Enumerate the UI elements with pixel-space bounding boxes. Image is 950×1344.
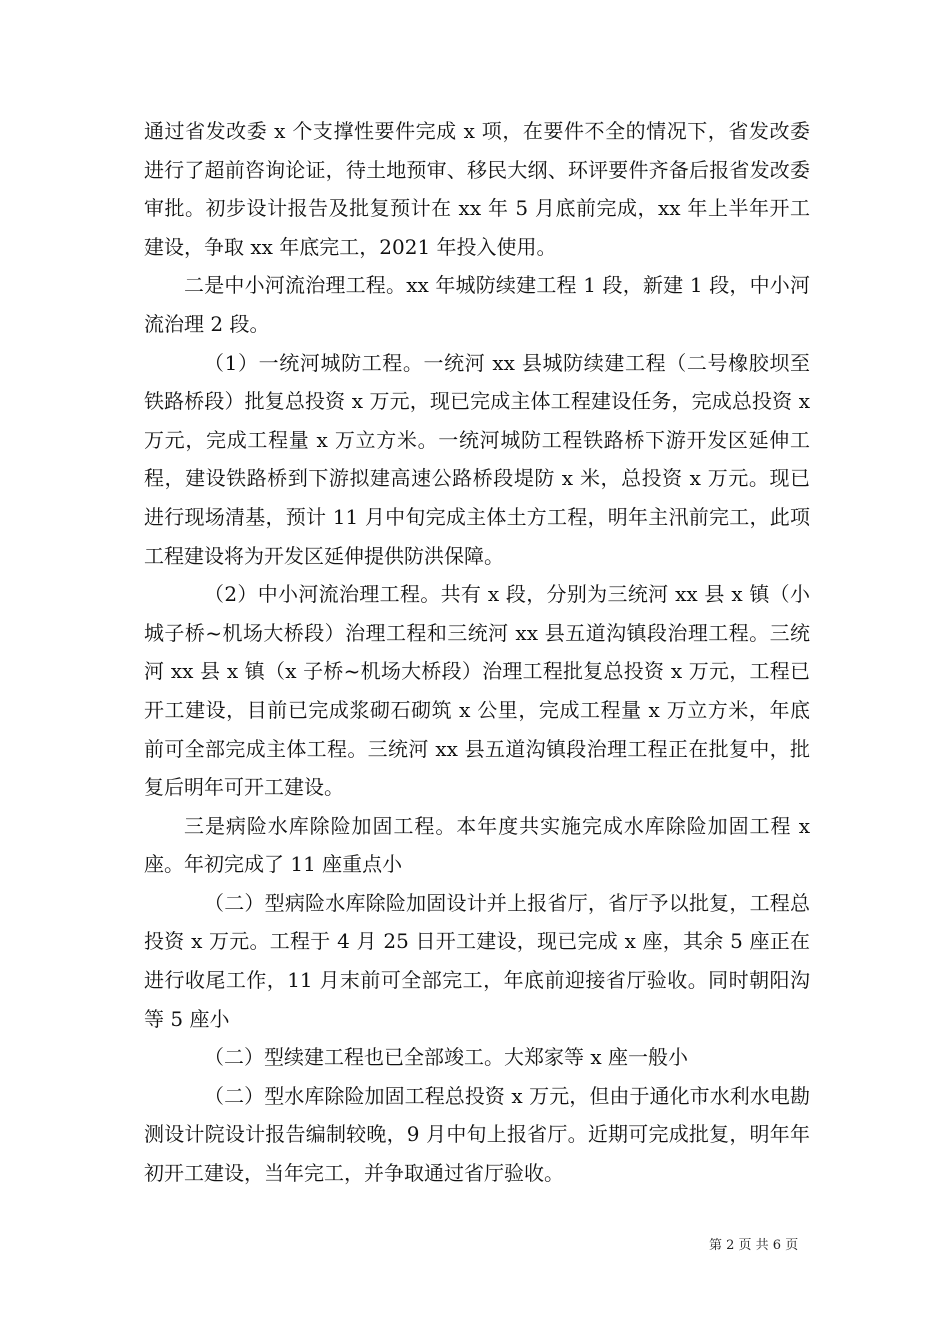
document-body — [144, 112, 810, 1193]
paragraph-river-governance-intro: 二是中小河流治理工程。xx 年城防续建工程 1 段，新建 1 段，中小河流治理 2 段。 — [144, 273, 810, 336]
paragraph-reservoir-reinforcement: 三是病险水库除险加固工程。本年度共实施完成水库除险加固工程 x 座。年初完成了 11 座重点小 — [144, 813, 810, 877]
paragraph-reservoir-design-approval: （二）型病险水库除险加固设计并上报省厅，省厅予以批复，工程总投资 x 万元。工程于 4 月 25 日开工建设，现已完成 x 座，其余 5 座正在进行收尾工作，11 月末前可全部完工，年底前迎接省厅验收。同时朝阳沟等 5 座小 — [144, 890, 810, 1031]
paragraph-reservoir-investment: （二）型水库除险加固工程总投资 x 万元，但由于通化市水利水电勘测设计院设计报告编制较晚，9 月中旬上报省厅。近期可完成批复，明年年初开工建设，当年完工，并争取通过省厅验收。 — [144, 1083, 810, 1186]
page-number: 第 2 页 共 6 页 — [709, 1238, 799, 1253]
paragraph-approval-status: 通过省发改委 x 个支撑性要件完成 x 项，在要件不全的情况下，省发改委进行了超前咨询论证，待土地预审、移民大纲、环评要件齐备后报省发改委审批。初步设计报告及批复预计在 xx 年 5 月底前完成，xx 年上半年开工建设，争取 xx 年底完工，2021 年投入使用。 — [144, 119, 810, 259]
paragraph-small-river-governance: （2）中小河流治理工程。共有 x 段，分别为三统河 xx 县 x 镇（小城子桥~机场大桥段）治理工程和三统河 xx 县五道沟镇段治理工程。三统河 xx 县 x 镇（x 子桥~机场大桥段）治理工程批复总投资 x 万元，工程已开工建设，目前已完成浆砌石砌筑 x 公里，完成工程量 x 万立方米，年底前可全部完成主体工程。三统河 xx 县五道沟镇段治理工程正在批复中，批复后明年可开工建设。 — [144, 582, 810, 800]
paragraph-yitong-river-flood-control: （1）一统河城防工程。一统河 xx 县城防续建工程（二号橡胶坝至铁路桥段）批复总投资 x 万元，现已完成主体工程建设任务，完成总投资 x 万元，完成工程量 x 万立方米。一统河城防工程铁路桥下游开发区延伸工程，建设铁路桥到下游拟建高速公路桥段堤防 x 米，总投资 x 万元。现已进行现场清基，预计 11 月中旬完成主体土方工程，明年主汛前完工，此项工程建设将为开发区延伸提供防洪保障。 — [144, 350, 810, 568]
paragraph-continued-works: （二）型续建工程也已全部竣工。大郑家等 x 座一般小 — [204, 1045, 688, 1070]
